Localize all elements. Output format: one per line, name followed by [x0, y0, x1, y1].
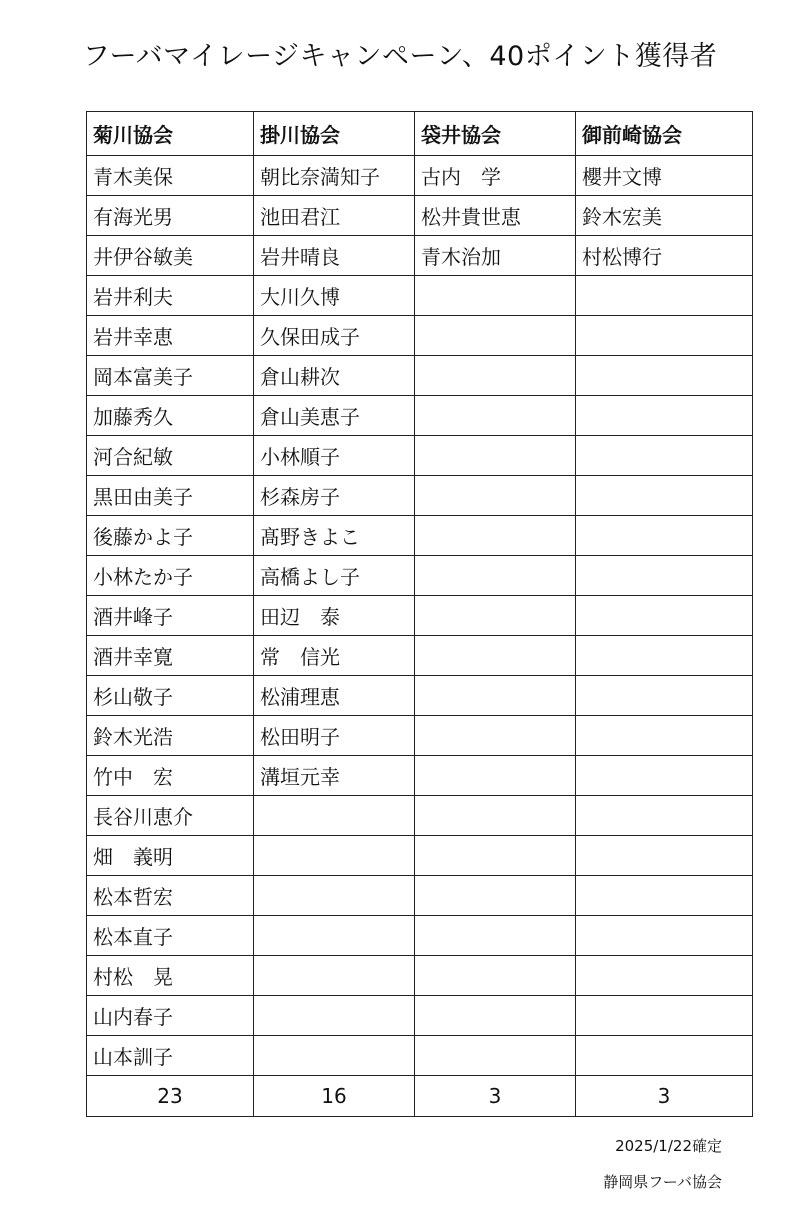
cell-kikugawa: 長谷川恵介 — [87, 796, 254, 836]
cell-kakegawa — [254, 796, 415, 836]
table-row — [87, 636, 753, 676]
cell-fukuroi: 松井貴世恵 — [415, 196, 576, 236]
cell-kikugawa: 青木美保 — [87, 156, 254, 196]
totals-row — [87, 1076, 753, 1117]
table-row — [87, 956, 753, 996]
cell-kakegawa: 久保田成子 — [254, 316, 415, 356]
cell-omaezaki — [576, 1036, 753, 1076]
cell-omaezaki — [576, 396, 753, 436]
table-row — [87, 356, 753, 396]
cell-fukuroi — [415, 676, 576, 716]
cell-kakegawa — [254, 996, 415, 1036]
cell-omaezaki — [576, 436, 753, 476]
cell-kikugawa: 畑 義明 — [87, 836, 254, 876]
cell-fukuroi — [415, 996, 576, 1036]
cell-omaezaki — [576, 316, 753, 356]
cell-fukuroi — [415, 276, 576, 316]
column-header-kikugawa: 菊川協会 — [87, 112, 254, 156]
cell-omaezaki — [576, 836, 753, 876]
table-header — [87, 112, 753, 156]
cell-kikugawa: 岩井幸恵 — [87, 316, 254, 356]
cell-kikugawa: 山本訓子 — [87, 1036, 254, 1076]
cell-kakegawa: 池田君江 — [254, 196, 415, 236]
cell-kikugawa: 後藤かよ子 — [87, 516, 254, 556]
winners-table — [86, 111, 753, 1117]
cell-omaezaki — [576, 756, 753, 796]
cell-kakegawa — [254, 876, 415, 916]
cell-kakegawa: 髙野きよこ — [254, 516, 415, 556]
table-row — [87, 596, 753, 636]
cell-fukuroi — [415, 596, 576, 636]
table-row — [87, 996, 753, 1036]
table-row — [87, 476, 753, 516]
table-row — [87, 836, 753, 876]
table-row — [87, 556, 753, 596]
cell-kikugawa: 山内春子 — [87, 996, 254, 1036]
cell-omaezaki — [576, 996, 753, 1036]
cell-kikugawa: 有海光男 — [87, 196, 254, 236]
cell-omaezaki — [576, 956, 753, 996]
cell-omaezaki — [576, 476, 753, 516]
cell-kakegawa: 倉山耕次 — [254, 356, 415, 396]
cell-kikugawa: 井伊谷敏美 — [87, 236, 254, 276]
header-row — [87, 112, 753, 156]
cell-fukuroi — [415, 716, 576, 756]
cell-fukuroi: 古内 学 — [415, 156, 576, 196]
cell-fukuroi — [415, 356, 576, 396]
column-header-omaezaki: 御前崎協会 — [576, 112, 753, 156]
cell-kakegawa: 常 信光 — [254, 636, 415, 676]
cell-kikugawa: 岩井利夫 — [87, 276, 254, 316]
cell-kikugawa: 小林たか子 — [87, 556, 254, 596]
cell-kikugawa: 竹中 宏 — [87, 756, 254, 796]
cell-kikugawa: 村松 晃 — [87, 956, 254, 996]
cell-omaezaki — [576, 636, 753, 676]
cell-kikugawa: 松本直子 — [87, 916, 254, 956]
table-row — [87, 156, 753, 196]
cell-kakegawa — [254, 956, 415, 996]
cell-fukuroi — [415, 636, 576, 676]
table-row — [87, 236, 753, 276]
cell-kakegawa — [254, 836, 415, 876]
cell-kikugawa: 酒井幸寛 — [87, 636, 254, 676]
table-row — [87, 876, 753, 916]
cell-fukuroi — [415, 756, 576, 796]
cell-kikugawa: 黒田由美子 — [87, 476, 254, 516]
cell-kakegawa: 岩井晴良 — [254, 236, 415, 276]
cell-fukuroi: 青木治加 — [415, 236, 576, 276]
cell-kikugawa: 加藤秀久 — [87, 396, 254, 436]
cell-omaezaki — [576, 676, 753, 716]
cell-fukuroi — [415, 836, 576, 876]
cell-omaezaki — [576, 276, 753, 316]
total-omaezaki: 3 — [576, 1076, 753, 1117]
table-row — [87, 796, 753, 836]
total-kakegawa: 16 — [254, 1076, 415, 1117]
cell-kakegawa — [254, 1036, 415, 1076]
cell-fukuroi — [415, 516, 576, 556]
cell-kakegawa: 杉森房子 — [254, 476, 415, 516]
cell-fukuroi — [415, 916, 576, 956]
cell-kakegawa: 大川久博 — [254, 276, 415, 316]
total-kikugawa: 23 — [87, 1076, 254, 1117]
cell-omaezaki: 鈴木宏美 — [576, 196, 753, 236]
cell-fukuroi — [415, 956, 576, 996]
table-row — [87, 516, 753, 556]
cell-omaezaki — [576, 556, 753, 596]
cell-kikugawa: 松本哲宏 — [87, 876, 254, 916]
cell-omaezaki — [576, 876, 753, 916]
table-row — [87, 1036, 753, 1076]
total-fukuroi: 3 — [415, 1076, 576, 1117]
cell-kikugawa: 杉山敬子 — [87, 676, 254, 716]
cell-kikugawa: 酒井峰子 — [87, 596, 254, 636]
table-row — [87, 676, 753, 716]
cell-fukuroi — [415, 556, 576, 596]
cell-kikugawa: 河合紀敏 — [87, 436, 254, 476]
cell-fukuroi — [415, 476, 576, 516]
cell-kikugawa: 鈴木光浩 — [87, 716, 254, 756]
cell-fukuroi — [415, 1036, 576, 1076]
cell-kakegawa: 松田明子 — [254, 716, 415, 756]
table-row — [87, 396, 753, 436]
table-row — [87, 716, 753, 756]
confirmation-date: 2025/1/22確定 — [615, 1137, 722, 1155]
cell-fukuroi — [415, 396, 576, 436]
table-row — [87, 436, 753, 476]
cell-fukuroi — [415, 316, 576, 356]
organization-name: 静岡県フーバ協会 — [603, 1173, 722, 1191]
cell-kakegawa — [254, 916, 415, 956]
column-header-fukuroi: 袋井協会 — [415, 112, 576, 156]
cell-omaezaki: 村松博行 — [576, 236, 753, 276]
cell-kikugawa: 岡本富美子 — [87, 356, 254, 396]
cell-omaezaki: 櫻井文博 — [576, 156, 753, 196]
cell-omaezaki — [576, 516, 753, 556]
cell-kakegawa: 松浦理恵 — [254, 676, 415, 716]
cell-kakegawa: 朝比奈満知子 — [254, 156, 415, 196]
cell-kakegawa: 田辺 泰 — [254, 596, 415, 636]
cell-fukuroi — [415, 876, 576, 916]
cell-fukuroi — [415, 796, 576, 836]
cell-omaezaki — [576, 356, 753, 396]
cell-omaezaki — [576, 716, 753, 756]
table-row — [87, 196, 753, 236]
cell-omaezaki — [576, 916, 753, 956]
cell-kakegawa: 高橋よし子 — [254, 556, 415, 596]
table-row — [87, 916, 753, 956]
cell-omaezaki — [576, 796, 753, 836]
table-body — [87, 156, 753, 1076]
cell-kakegawa: 小林順子 — [254, 436, 415, 476]
table-footer — [87, 1076, 753, 1117]
cell-kakegawa: 倉山美恵子 — [254, 396, 415, 436]
table-row — [87, 756, 753, 796]
cell-fukuroi — [415, 436, 576, 476]
table-row — [87, 276, 753, 316]
cell-omaezaki — [576, 596, 753, 636]
column-header-kakegawa: 掛川協会 — [254, 112, 415, 156]
table-row — [87, 316, 753, 356]
cell-kakegawa: 溝垣元幸 — [254, 756, 415, 796]
page-title: フーバマイレージキャンペーン、40ポイント獲得者 — [82, 41, 718, 72]
